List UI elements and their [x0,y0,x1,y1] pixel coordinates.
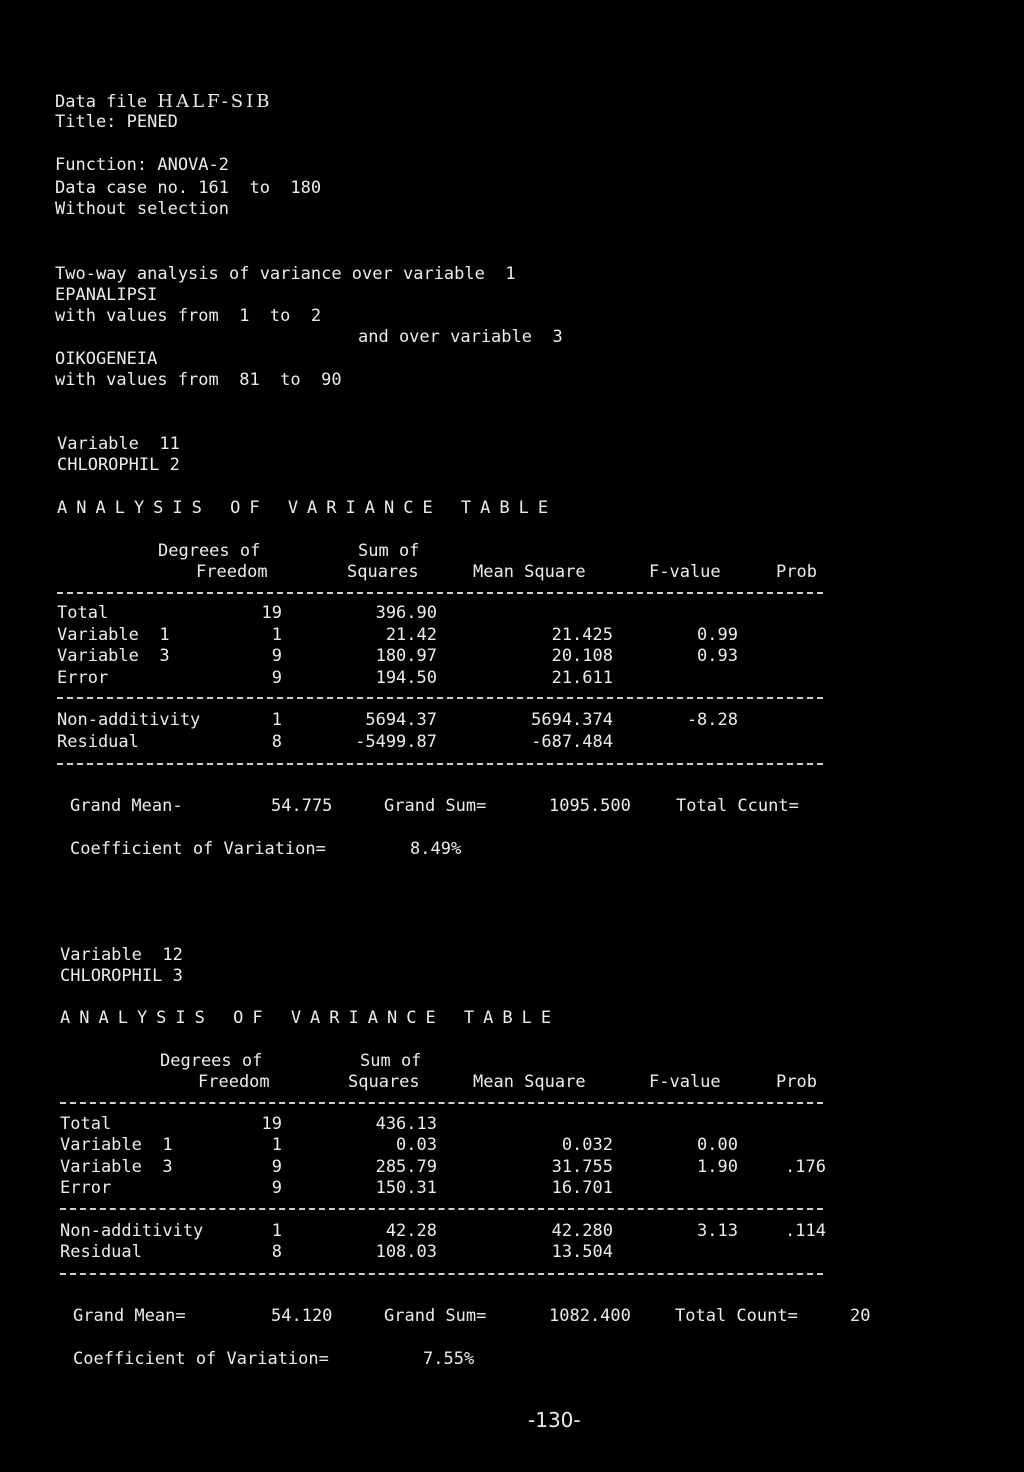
total-count-label: Total Ccunt= [676,796,799,816]
grand-sum-value: 1095.500 [549,796,631,816]
row-df: 1 [271,1221,282,1241]
row-ss: 150.31 [375,1178,437,1198]
row-f: 0.99 [697,625,738,645]
header-mean-square: Mean Square [473,1072,586,1092]
cv-value: 8.49% [410,839,462,859]
row-ss: 108.03 [375,1242,437,1262]
table-rule [60,1273,823,1275]
row-df: 1 [271,625,282,645]
row-df: 1 [271,1135,282,1155]
data-case-line: Data case no. 161 to 180 [55,178,322,198]
data-file-label: Data file [55,92,148,112]
row-f: 1.90 [697,1157,738,1177]
data-file-line [55,92,272,112]
header-df-bottom: Freedom [196,562,268,582]
row-ms: 31.755 [551,1157,613,1177]
variable-name: CHLOROPHIL 3 [60,966,183,986]
header-f-value: F-value [649,562,721,582]
row-df: 1 [271,710,282,730]
cv-label: Coefficient of Variation= [70,839,326,859]
selection-line: Without selection [55,199,229,219]
grand-mean-value: 54.120 [271,1306,333,1326]
total-count-value: 20 [850,1306,871,1326]
header-ss-top: Sum of [358,541,420,561]
row-ss: 0.03 [396,1135,437,1155]
row-df: 9 [271,668,282,688]
row-df: 9 [271,1157,282,1177]
design-line-3: with values from 1 to 2 [55,306,322,326]
header-df-bottom: Freedom [198,1072,270,1092]
row-df: 9 [271,1178,282,1198]
total-count-label: Total Count= [675,1306,798,1326]
row-ss: 194.50 [375,668,437,688]
table-rule [60,1208,823,1210]
design-line-2: EPANALIPSI [55,285,158,305]
row-df: 8 [271,1242,282,1262]
header-ss-top: Sum of [360,1051,422,1071]
row-source: Error [57,668,109,688]
row-ms: 21.611 [551,668,613,688]
row-ss: 396.90 [375,603,437,623]
row-f: 0.00 [697,1135,738,1155]
grand-sum-label: Grand Sum= [384,1306,487,1326]
header-prob: Prob [776,1072,817,1092]
table-rule [57,697,823,699]
design-line-1: Two-way analysis of variance over variable 1 [55,264,516,284]
row-f: -8.28 [686,710,738,730]
row-source: Non-additivity [60,1221,204,1241]
row-df: 19 [261,1114,282,1134]
row-source: Non-additivity [57,710,201,730]
row-df: 19 [261,603,282,623]
row-ss: -5499.87 [355,732,437,752]
design-line-6: with values from 81 to 90 [55,370,342,390]
header-df-top: Degrees of [160,1051,263,1071]
variable-name: CHLOROPHIL 2 [57,455,180,475]
header-df-top: Degrees of [158,541,261,561]
variable-line: Variable 12 [60,945,183,965]
grand-sum-value: 1082.400 [549,1306,631,1326]
row-ms: 0.032 [561,1135,613,1155]
table-rule [57,763,823,765]
grand-sum-label: Grand Sum= [384,796,487,816]
row-ss: 42.28 [385,1221,437,1241]
row-ms: 5694.374 [531,710,613,730]
row-source: Variable 1 [60,1135,173,1155]
row-df: 8 [271,732,282,752]
row-ss: 285.79 [375,1157,437,1177]
row-f: 0.93 [697,646,738,666]
row-prob: .176 [785,1157,826,1177]
anova-table-title: ANALYSIS OF VARIANCE TABLE [57,498,558,518]
table-rule [57,592,823,594]
row-source: Error [60,1178,112,1198]
grand-mean-label: Grand Mean- [70,796,183,816]
row-source: Total [57,603,109,623]
cv-value: 7.55% [423,1349,475,1369]
row-f: 3.13 [697,1221,738,1241]
row-prob: .114 [785,1221,826,1241]
row-ms: 16.701 [551,1178,613,1198]
header-ss-bottom: Squares [347,562,419,582]
design-line-5: OIKOGENEIA [55,349,158,369]
table-rule [60,1102,823,1104]
design-line-4: and over variable 3 [358,327,563,347]
data-file-name: HALF-SIB [157,91,273,112]
page-number: -130- [528,1408,581,1432]
row-ss: 436.13 [375,1114,437,1134]
header-mean-square: Mean Square [473,562,586,582]
row-source: Residual [57,732,139,752]
row-source: Total [60,1114,112,1134]
header-f-value: F-value [649,1072,721,1092]
row-source: Variable 1 [57,625,170,645]
row-ms: 42.280 [551,1221,613,1241]
variable-line: Variable 11 [57,434,180,454]
anova-table-title: ANALYSIS OF VARIANCE TABLE [60,1008,561,1028]
row-source: Variable 3 [57,646,170,666]
row-ss: 5694.37 [365,710,437,730]
grand-mean-label: Grand Mean= [73,1306,186,1326]
row-df: 9 [271,646,282,666]
row-ms: 21.425 [551,625,613,645]
row-ss: 21.42 [385,625,437,645]
row-ms: 13.504 [551,1242,613,1262]
grand-mean-value: 54.775 [271,796,333,816]
function-line: Function: ANOVA-2 [55,155,229,175]
row-source: Variable 3 [60,1157,173,1177]
header-ss-bottom: Squares [348,1072,420,1092]
row-ss: 180.97 [375,646,437,666]
row-source: Residual [60,1242,142,1262]
cv-label: Coefficient of Variation= [73,1349,329,1369]
row-ms: 20.108 [551,646,613,666]
header-prob: Prob [776,562,817,582]
title-line: Title: PENED [55,112,178,132]
row-ms: -687.484 [531,732,613,752]
